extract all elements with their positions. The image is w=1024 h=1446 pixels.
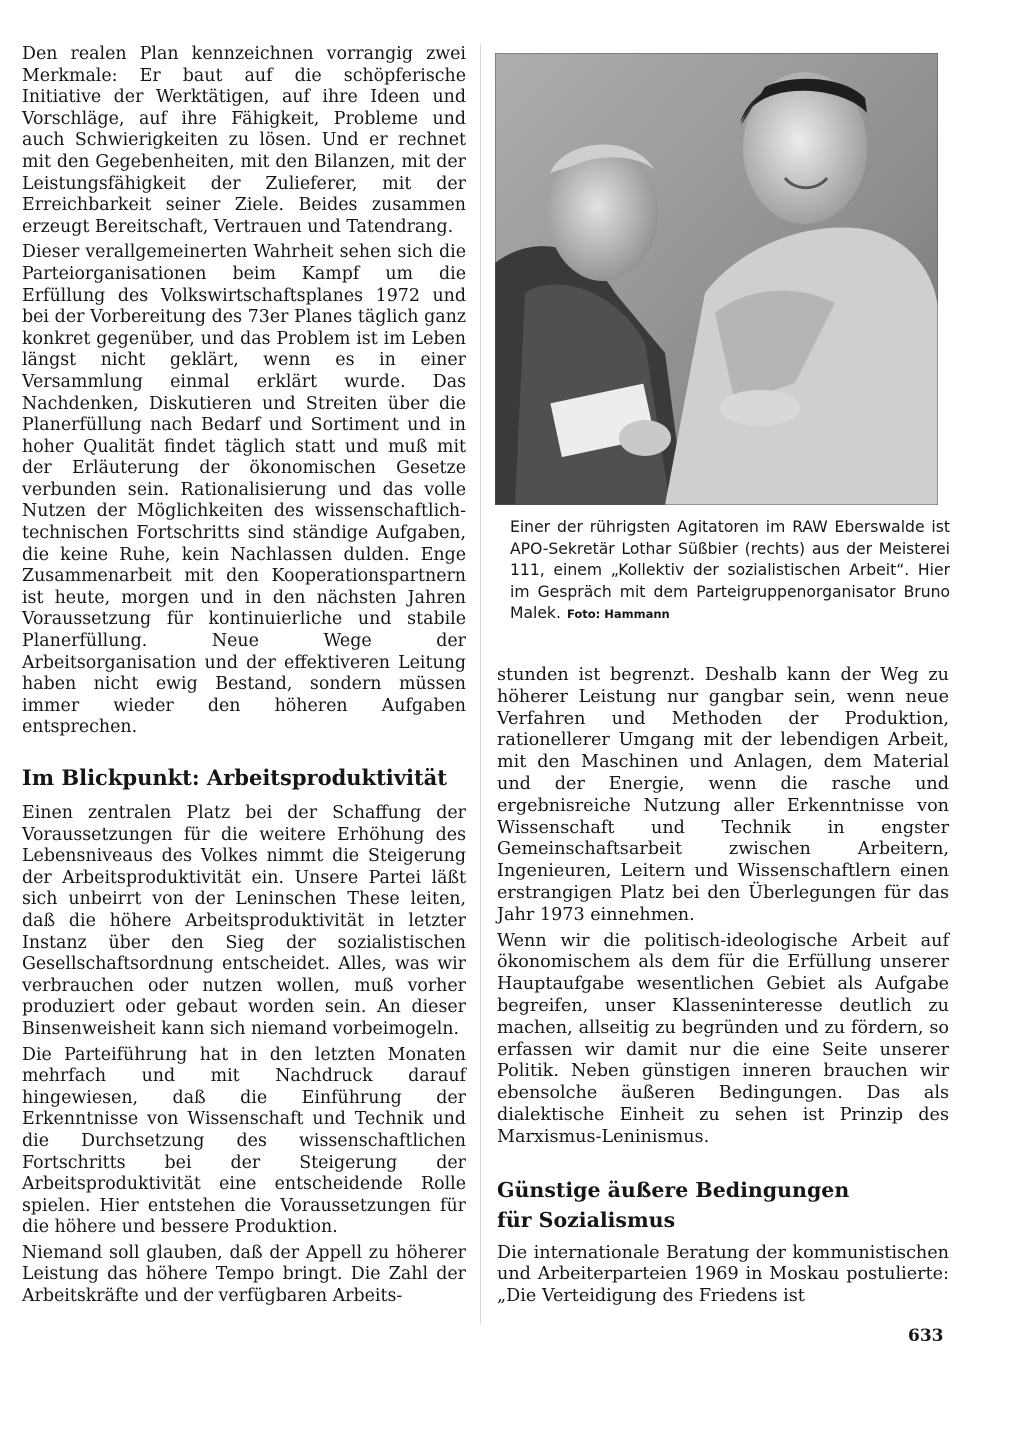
heading-line: Günstige äußere Bedingungen (497, 1177, 850, 1202)
paragraph: Die internationale Beratung der kommunistischen und Arbeiterparteien 1969 in Moskau postulierte: „Die Verteidigung des Friedens ist (497, 1242, 949, 1307)
left-column (22, 44, 466, 1312)
heading-line: für Sozialismus (497, 1207, 676, 1232)
section-heading (497, 1175, 949, 1235)
photo-credit: Foto: Hammann (566, 607, 670, 622)
page-number: 633 (908, 1326, 944, 1346)
paragraph: Einen zentralen Platz bei der Schaffung der Voraussetzungen für die weitere Erhöhung des Lebensniveaus des Volkes nimmt die Steigerung der Arbeitsproduktivität ein. Unsere Partei läßt sich unbeirrt von der Leninschen These leiten, daß die höhere Arbeitsproduktivität in letzter Instanz über den Sieg der sozialistischen Gesellschaftsordnung entscheidet. Alles, was wir verbrauchen oder nutzen wollen, muß vorher produziert oder gebaut worden sein. An dieser Binsenweisheit kann sich niemand vorbeimogeln. (22, 803, 466, 1039)
photo-caption (510, 517, 950, 626)
paragraph: stunden ist begrenzt. Deshalb kann der Weg zu höherer Leistung nur gangbar sein, wenn neue Verfahren und Methoden der Produktion, rationellerer Umgang mit der lebendigen Arbeit, mit den Maschinen und Anlagen, dem Material und der Energie, wenn die rasche und ergebnisreiche Nutzung aller Erkenntnisse von Wissenschaft und Technik in engster Gemeinschaftsarbeit zwischen Arbeitern, Ingenieuren, Leitern und Wissenschaftlern einen erstrangigen Platz bei den Überlegungen für das Jahr 1973 einnehmen. (497, 665, 949, 925)
paragraph: Dieser verallgemeinerten Wahrheit sehen sich die Parteiorganisationen beim Kampf um die Erfüllung des Volkswirtschaftsplanes 1972 und bei der Vorbereitung des 73er Planes täglich ganz konkret gegenüber, und das Problem ist im Leben längst nicht geklärt, wenn es in einer Versammlung einmal erklärt wurde. Das Nachdenken, Diskutieren und Streiten über die Planerfüllung nach Bedarf und Sortiment und in hoher Qualität findet täglich statt und muß mit der Erläuterung der ökonomischen Gesetze verbunden sein. Rationalisierung und das volle Nutzen der Möglichkeiten des wissenschaftlich-technischen Fortschritts sind ständige Aufgaben, die keine Ruhe, kein Nachlassen dulden. Enge Zusammenarbeit mit den Kooperationspartnern ist heute, morgen und in den nächsten Jahren Voraussetzung für kontinuierliche und stabile Planerfüllung. Neue Wege der Arbeitsorganisation und der effektiveren Leitung haben nicht ewig Bestand, sondern müssen immer wieder den höheren Aufgaben entsprechen. (22, 242, 466, 738)
column-divider (480, 44, 481, 1324)
paragraph: Niemand soll glauben, daß der Appell zu höherer Leistung das höhere Tempo bringt. Die Zahl der Arbeitskräfte und der verfügbaren Arbeits- (22, 1242, 466, 1307)
caption-text: Einer der rührigsten Agitatoren im RAW Eberswalde ist APO-Sekretär Lothar Süßbier (rechts) aus der Meisterei 111, einem „Kollektiv der sozialistischen Arbeit“. Hier im Gespräch mit dem Parteigruppenorganisator Bruno Malek. (510, 518, 950, 623)
photo-illustration (495, 53, 938, 505)
section-heading: Im Blickpunkt: Arbeitsproduktivität (22, 765, 447, 790)
paragraph: Die Parteiführung hat in den letzten Monaten mehrfach und mit Nachdruck darauf hingewiesen, daß die Einführung der Erkenntnisse von Wissenschaft und Technik und die Durchsetzung des wissenschaftlichen Fortschritts bei der Steigerung der Arbeitsproduktivität eine entscheidende Rolle spielen. Hier entstehen die Voraussetzungen für die höhere und bessere Produktion. (22, 1044, 466, 1238)
right-column (497, 665, 949, 1312)
paragraph: Wenn wir die politisch-ideologische Arbeit auf ökonomischem als dem für die Erfüllung unserer Hauptaufgabe wesentlichen Gebiet als Aufgabe begreifen, unser Klasseninteresse deutlich zu machen, allseitig zu begründen und zu fördern, so erfassen wir damit nur die eine Seite unserer Politik. Neben günstigen inneren brauchen wir ebensolche äußeren Bedingungen. Das als dialektische Einheit zu sehen ist Prinzip des Marxismus-Leninismus. (497, 930, 949, 1147)
paragraph: Den realen Plan kennzeichnen vorrangig zwei Merkmale: Er baut auf die schöpferische Initiative der Werktätigen, auf ihre Ideen und Vorschläge, auf ihre Fähigkeit, Probleme und auch Schwierigkeiten zu lösen. Und er rechnet mit den Gegebenheiten, mit den Bilanzen, mit der Leistungsfähigkeit der Zulieferer, mit der Erreichbarkeit seiner Ziele. Beides zusammen erzeugt Bereitschaft, Vertrauen und Tatendrang. (22, 44, 466, 237)
photo-two-men-talking (495, 53, 938, 505)
